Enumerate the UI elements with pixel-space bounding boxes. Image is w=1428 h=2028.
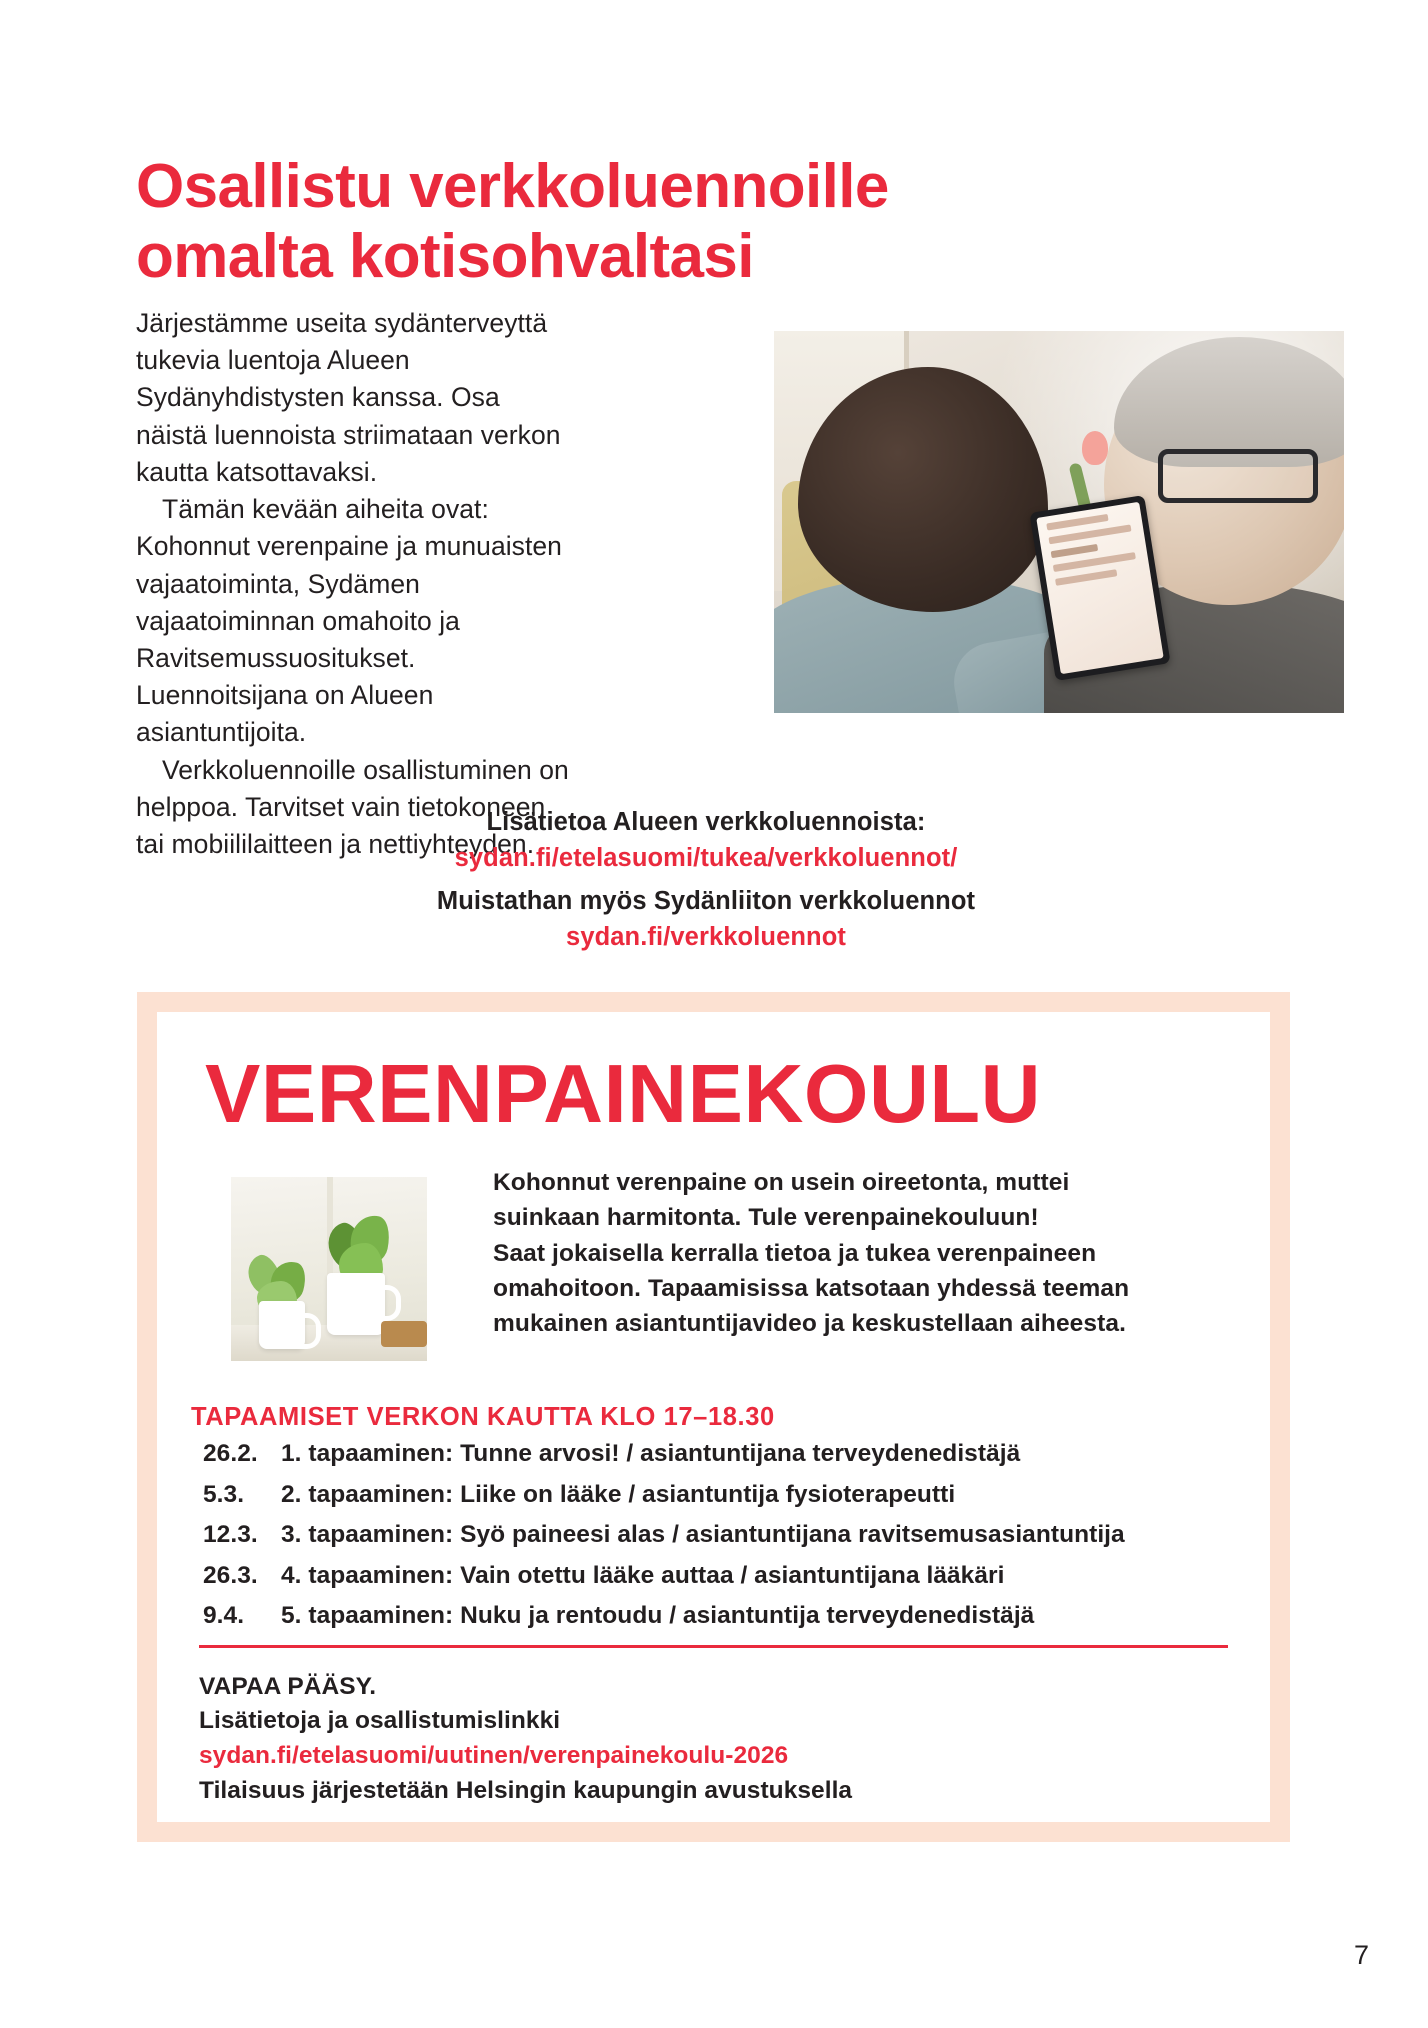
- schedule-description: 2. tapaaminen: Liike on lääke / asiantuntija fysioterapeutti: [281, 1480, 956, 1508]
- blurb-line-2: suinkaan harmitonta. Tule verenpainekouluun!: [493, 1204, 1039, 1232]
- contact-spacer: [136, 876, 1276, 884]
- intro-text: [136, 305, 576, 863]
- schedule-description: 3. tapaaminen: Syö paineesi alas / asiantuntijana ravitsemusasiantuntija: [281, 1521, 1125, 1548]
- schedule-date: 5.3.: [203, 1480, 245, 1508]
- divider-rule: [199, 1645, 1228, 1648]
- page-title-line-1: Osallistu verkkoluennoille: [136, 151, 889, 221]
- schedule-list: [191, 1442, 1236, 1629]
- panel-footer: [199, 1670, 1236, 1809]
- schedule-date: 26.2.: [203, 1440, 258, 1467]
- contact-link-1[interactable]: sydan.fi/etelasuomi/tukea/verkkoluennot/: [454, 843, 958, 872]
- contact-link-2[interactable]: sydan.fi/verkkoluennot: [566, 923, 846, 952]
- blurb-line-4: omahoitoon. Tapaamisissa katsotaan yhdessä teeman: [493, 1274, 1130, 1302]
- schedule-row: [191, 1480, 1236, 1508]
- couple-with-tablet-photo: [774, 331, 1344, 713]
- schedule-row: [191, 1442, 1236, 1467]
- intro-paragraph-1: Järjestämme useita sydänterveyttä tukevia luentoja Alueen Sydänyhdistysten kanssa. Osa näistä luennoista striimataan verkon kautta katsottavaksi.: [136, 308, 561, 487]
- free-admission-text: VAPAA PÄÄSY.: [199, 1672, 377, 1700]
- page-number: 7: [1353, 1940, 1369, 1970]
- verenpainekoulu-intro-row: [191, 1161, 1236, 1377]
- schedule-date: 26.3.: [203, 1561, 258, 1589]
- contact-heading-2: Muistathan myös Sydänliiton verkkoluennot: [436, 887, 976, 916]
- verenpainekoulu-panel: [137, 992, 1290, 1842]
- more-info-text: Lisätietoja ja osallistumislinkki: [199, 1707, 561, 1735]
- blurb-line-3: Saat jokaisella kerralla tietoa ja tukea verenpaineen: [493, 1239, 1097, 1267]
- blurb-line-1: Kohonnut verenpaine on usein oireetonta, muttei: [493, 1169, 1070, 1196]
- schedule-description: 1. tapaaminen: Tunne arvosi! / asiantuntijana terveydenedistäjä: [281, 1440, 1021, 1467]
- herbs-photo: [231, 1177, 427, 1361]
- blurb-line-5: mukainen asiantuntijavideo ja keskustellaan aiheesta.: [493, 1310, 1127, 1338]
- schedule-title: TAPAAMISET VERKON KAUTTA KLO 17–18.30: [191, 1403, 775, 1431]
- schedule-row: [191, 1604, 1236, 1629]
- schedule-description: 5. tapaaminen: Nuku ja rentoudu / asiantuntija terveydenedistäjä: [281, 1602, 1035, 1629]
- intro-paragraph-2: Tämän kevään aiheita ovat: Kohonnut verenpaine ja munuaisten vajaatoiminta, Sydämen vajaatoiminnan omahoito ja Ravitsemussuositukset. Luennoitsijana on Alueen asiantuntijoita.: [136, 494, 562, 748]
- schedule-row: [191, 1523, 1236, 1548]
- schedule-date: 12.3.: [203, 1521, 258, 1548]
- herbs-wooden-block: [381, 1321, 427, 1347]
- contact-block: [136, 805, 1276, 956]
- schedule-row: [191, 1561, 1236, 1589]
- schedule-date: 9.4.: [203, 1602, 245, 1629]
- page-title: [136, 152, 1276, 292]
- contact-heading-1: Lisätietoa Alueen verkkoluennoista:: [486, 808, 926, 836]
- photo-man-glasses: [1158, 449, 1318, 503]
- herbs-pot-large: [327, 1273, 385, 1335]
- intro-paragraph-3: Verkkoluennoille osallistuminen on helppoa. Tarvitset vain tietokoneen tai mobiililaitteen ja nettiyhteyden.: [136, 754, 569, 860]
- schedule-description: 4. tapaaminen: Vain otettu lääke auttaa / asiantuntijana lääkäri: [281, 1561, 1005, 1589]
- sponsor-text: Tilaisuus järjestetään Helsingin kaupungin avustuksella: [199, 1776, 853, 1804]
- herbs-pot-small: [259, 1301, 305, 1349]
- photo-tablet-screen: [1036, 502, 1163, 674]
- verenpainekoulu-title: VERENPAINEKOULU: [205, 1047, 1042, 1140]
- verenpainekoulu-blurb: [493, 1165, 1129, 1341]
- page-title-line-2: omalta kotisohvaltasi: [136, 221, 754, 291]
- panel-footer-link[interactable]: sydan.fi/etelasuomi/uutinen/verenpainekoulu-2026: [199, 1742, 789, 1770]
- verenpainekoulu-panel-inner: [157, 1012, 1270, 1822]
